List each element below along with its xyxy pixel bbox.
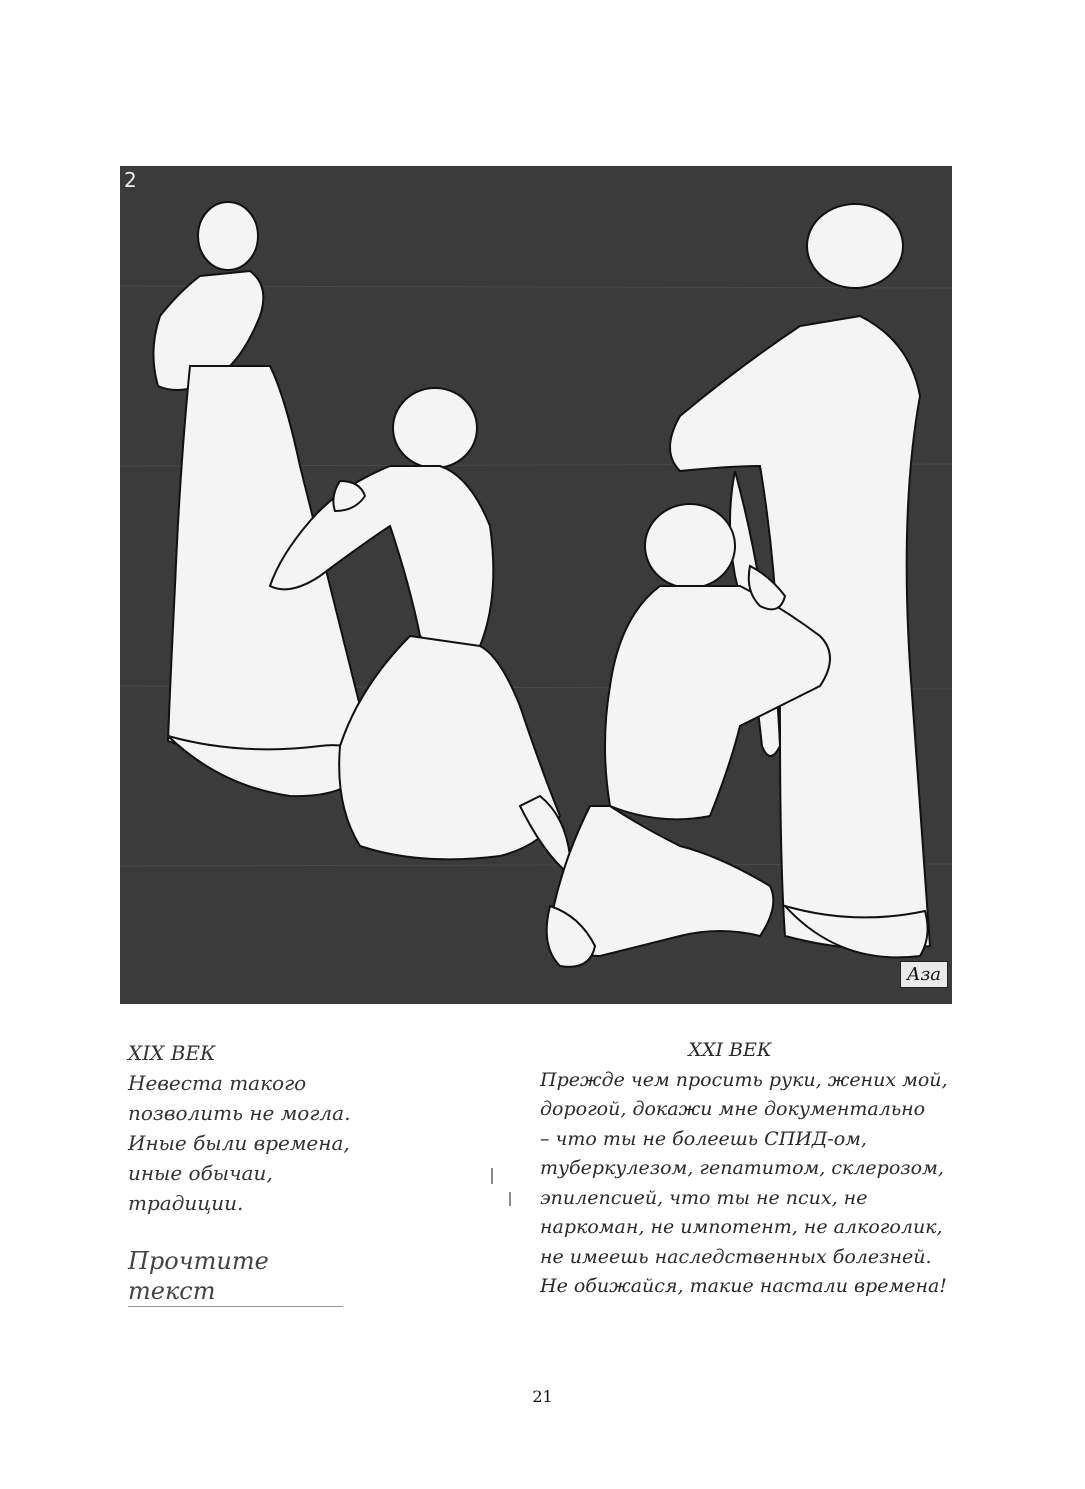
- left-column-heading: XIX ВЕК: [128, 1041, 216, 1065]
- left-column-line: Невеста такого: [128, 1071, 307, 1095]
- right-column-line: эпилепсией, что ты не псих, не: [540, 1186, 868, 1209]
- illustration-drawing: [120, 166, 952, 1004]
- right-column-line: дорогой, докажи мне документально: [540, 1098, 926, 1120]
- left-column-line: Иные были времена,: [128, 1131, 350, 1155]
- right-column-line: – что ты не болеешь СПИД-ом,: [540, 1127, 867, 1150]
- scan-speck: [491, 1168, 493, 1184]
- right-column-line: наркоман, не импотент, не алкоголик,: [540, 1216, 943, 1238]
- right-column-line: туберкулезом, гепатитом, склерозом,: [540, 1157, 944, 1179]
- right-column-heading: XXI ВЕК: [688, 1039, 772, 1061]
- scan-speck: [509, 1192, 511, 1206]
- right-column-text: [540, 1036, 960, 1302]
- right-column-line: Не обижайся, такие настали времена!: [540, 1275, 947, 1297]
- left-column-line: позволить не могла.: [128, 1101, 351, 1125]
- illustration: [120, 166, 952, 1004]
- right-column-line: не имеешь наследственных болезней.: [540, 1245, 932, 1268]
- right-column-line: Прежде чем просить руки, жених мой,: [540, 1068, 948, 1091]
- reading-instruction: Прочтите текст: [128, 1246, 343, 1307]
- left-column-line: традиции.: [128, 1191, 244, 1215]
- left-column-text: [128, 1038, 468, 1307]
- artist-signature: Аза: [900, 961, 948, 988]
- page-number: 21: [532, 1387, 553, 1406]
- illustration-corner-number: 2: [124, 168, 137, 192]
- left-column-line: иные обычаи,: [128, 1161, 273, 1185]
